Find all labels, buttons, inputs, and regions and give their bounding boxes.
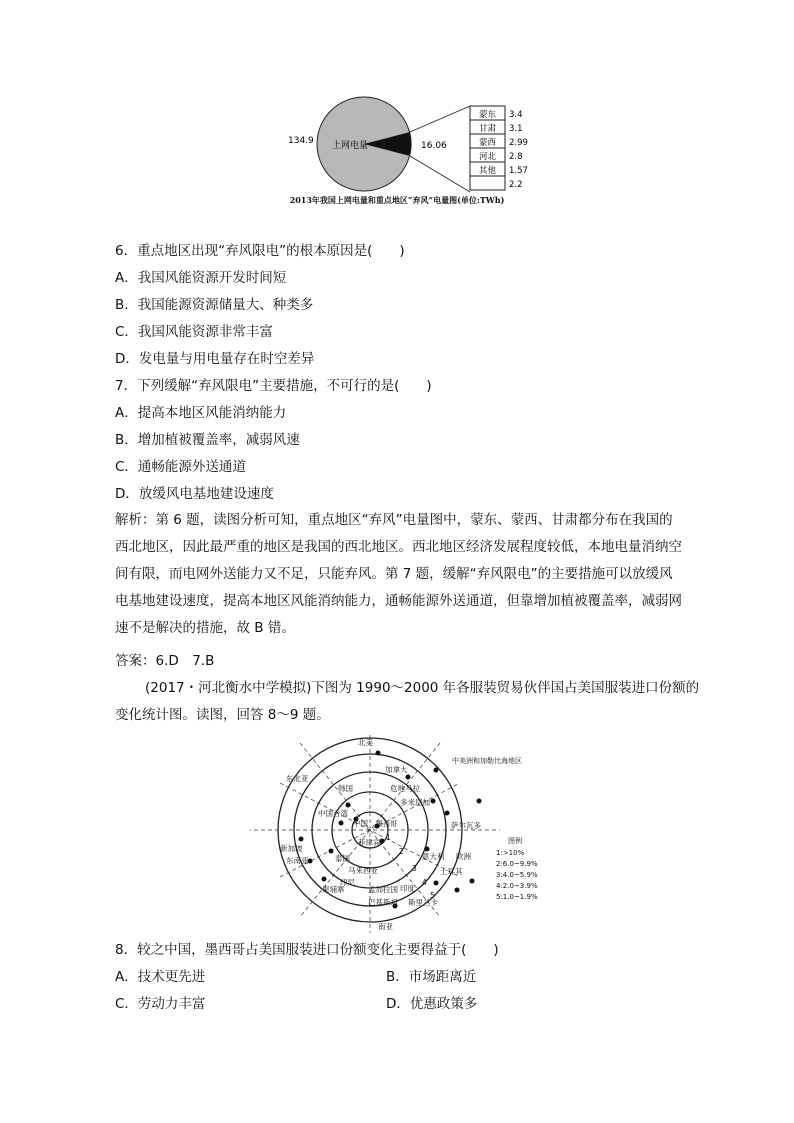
country-label: 泰国 (335, 854, 350, 863)
country-label: 菲律宾 (358, 838, 381, 847)
ring-number: 1 (386, 833, 391, 842)
answer: 答案：6.D 7.B (115, 653, 215, 669)
region-label: 北美 (358, 738, 373, 747)
analysis (115, 507, 700, 642)
legend-item: 4:2.0~3.9% (496, 882, 538, 890)
country-label: 中国 (353, 819, 368, 828)
ring-number: 3 (412, 864, 417, 873)
country-label: 马来西亚 (348, 866, 378, 875)
country-label: 柬埔寨 (322, 885, 345, 894)
q8-stem: 8．较之中国，墨西哥占美国服装进口份额变化主要得益于( ) (115, 942, 499, 958)
region-value: 2.8 (509, 152, 523, 162)
region-name: 甘肃 (479, 124, 497, 134)
region-value: 3.4 (509, 110, 523, 120)
region-name: 蒙东 (479, 110, 497, 120)
legend-title: 图例 (508, 837, 522, 845)
country-label: 新加坡 (280, 844, 303, 853)
share-ring-diagram (250, 733, 550, 933)
legend-item: 5:1.0~1.9% (496, 893, 538, 901)
region-value: 2.99 (509, 138, 528, 148)
country-label: 巴基斯坦 (368, 898, 398, 907)
intro-line: (2017・河北衡水中学模拟)下图为 1990～2000 年各服装贸易伙伴国占美国服装进口份额的 (145, 680, 700, 696)
pie-total-value: 134.9 (288, 136, 314, 146)
analysis-line: 西北地区，因此最严重的地区是我国的西北地区。西北地区经济发展程度较低，本地电量消纳空 (115, 539, 682, 555)
region-label: 中美洲和加勒比海地区 (452, 757, 522, 765)
legend-item: 2:6.0~9.9% (496, 860, 538, 868)
region-value: 3.1 (509, 124, 523, 134)
pie-label: 上网电量 (332, 141, 369, 151)
power-pie-chart (280, 96, 540, 211)
slice-value: 16.06 (421, 141, 447, 151)
country-label: 中国台湾 (318, 809, 348, 818)
ring-number: 5 (430, 891, 435, 900)
q7-stem: 7．下列缓解“弃风限电”主要措施，不可行的是( ) (115, 378, 432, 394)
region-name: 河北 (479, 152, 497, 162)
country-label: 印度 (400, 884, 415, 893)
region-name: 其他 (479, 166, 497, 176)
q6-option: B．我国能源资源储量大、种类多 (115, 297, 314, 313)
q7-option: C．通畅能源外送通道 (115, 459, 246, 475)
country-label: 斯里兰卡 (408, 898, 438, 907)
country-label: 萨尔瓦多 (451, 821, 481, 830)
q6-option: D．发电量与用电量存在时空差异 (115, 351, 315, 367)
region-value: 2.2 (509, 180, 523, 190)
q8-option: A．技术更先进 (115, 969, 206, 985)
figure1-caption: 2013年我国上网电量和重点地区“弃风”电量图(单位:TWh) (289, 195, 505, 205)
region-label: 东北亚 (286, 774, 309, 783)
analysis-line: 间有限，而电网外送能力又不足，只能弃风。第 7 题，缓解“弃风限电”的主要措施可以放缓风 (115, 566, 673, 582)
q8-option: D．优惠政策多 (386, 996, 478, 1012)
country-label: 加拿大 (385, 765, 408, 774)
q8-option: B．市场距离近 (386, 969, 477, 985)
q8-option: C．劳动力丰富 (115, 996, 206, 1012)
ring-number: 4 (422, 878, 427, 887)
region-value: 1.57 (509, 166, 528, 176)
country-label: 印尼 (340, 878, 355, 887)
country-label: 土耳其 (440, 867, 463, 876)
region-label: 欧洲 (456, 852, 471, 861)
legend (496, 836, 538, 901)
country-label: 孟加拉国 (368, 885, 398, 894)
q7-option: A．提高本地区风能消纳能力 (115, 405, 287, 421)
q7-option: B．增加植被覆盖率，减弱风速 (115, 432, 300, 448)
region-label: 东南亚 (286, 856, 309, 865)
intro-line: 变化统计图。读图，回答 8～9 题。 (115, 707, 330, 723)
country-label: 墨西哥 (376, 820, 397, 828)
region-name: 蒙西 (479, 138, 497, 148)
legend-item: 1:>10% (496, 849, 525, 857)
q6-option: C．我国风能资源非常丰富 (115, 324, 273, 340)
analysis-line: 电基地建设速度，提高本地区风能消纳能力，通畅能源外送通道，但靠增加植被覆盖率，减弱网 (115, 593, 682, 609)
q6-option: A．我国风能资源开发时间短 (115, 270, 287, 286)
country-label: 多米尼加 (400, 798, 430, 807)
analysis-line: 解析：第 6 题，读图分析可知，重点地区“弃风”电量图中，蒙东、蒙西、甘肃都分布在我国的 (115, 512, 673, 528)
region-label: 南亚 (378, 922, 393, 931)
region-stack (470, 106, 528, 190)
q6-stem: 6．重点地区出现“弃风限电”的根本原因是( ) (115, 243, 405, 259)
ring-number: 2 (399, 847, 404, 856)
country-label: 危地马拉 (390, 784, 420, 793)
q7-option: D．放缓风电基地建设速度 (115, 486, 274, 502)
country-label: 意大利 (422, 852, 445, 861)
analysis-line: 速不是解决的措施，故 B 错。 (115, 620, 295, 636)
country-label: 韩国 (338, 784, 353, 793)
legend-item: 3:4.0~5.9% (496, 871, 538, 879)
